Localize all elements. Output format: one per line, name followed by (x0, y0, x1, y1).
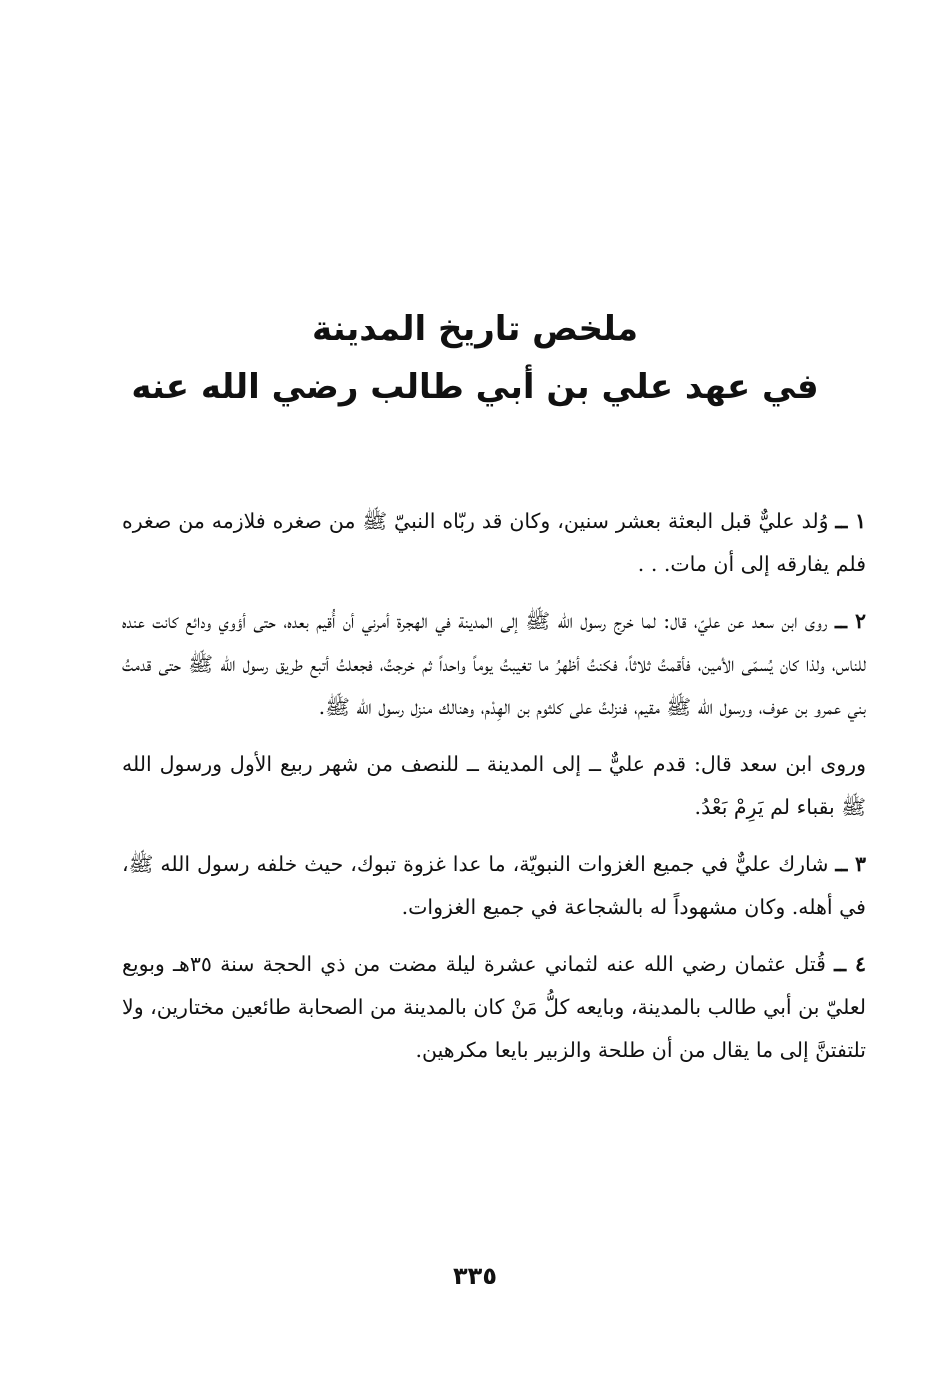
chapter-title (0, 300, 950, 416)
paragraph-text: شارك عليٌّ في جميع الغزوات النبويّة، ما عدا غزوة تبوك، حيث خلفه رسول الله ﷺ، في أهله. وكان مشهوداً له بالشجاعة في جميع الغزوات. (122, 852, 866, 919)
paragraph-text: وُلد عليٌّ قبل البعثة بعشر سنين، وكان قد ربّاه النبيّ ﷺ من صغره فلازمه من صغره فلم يفارقه إلى أن مات. . . (122, 509, 866, 576)
paragraph-2b (122, 743, 866, 829)
paragraph-text: قُتل عثمان رضي الله عنه لثماني عشرة ليلة مضت من ذي الحجة سنة ٣٥هـ وبويع لعليّ بن أبي طالب بالمدينة، وبايعه كلُّ مَنْ كان بالمدينة من الصحابة طائعين مختارين، ولا تلتفتنَّ إلى ما يقال من أن طلحة والزبير بايعا مكرهين. (122, 952, 866, 1062)
page-number: ٣٣٥ (453, 1262, 497, 1290)
paragraph-4 (122, 943, 866, 1072)
title-line-1: ملخص تاريخ المدينة (312, 309, 638, 349)
body-text (122, 500, 866, 1086)
paragraph-number: ٤ ــ (834, 952, 866, 976)
title-line-2: في عهد علي بن أبي طالب رضي الله عنه (131, 367, 819, 407)
paragraph-1 (122, 500, 866, 586)
paragraph-number: ٢ ــ (834, 609, 866, 633)
paragraph-number: ٣ ــ (835, 852, 866, 876)
paragraph-2 (122, 600, 866, 729)
paragraph-number: ١ ــ (835, 509, 866, 533)
paragraph-3 (122, 843, 866, 929)
paragraph-text: روى ابن سعد عن عليّ، قال: لما خرج رسول الله ﷺ إلى المدينة في الهجرة أمرني أن أُقيم بعده، حتى أؤوي ودائع كانت عنده للناس، ولذا كان يُسمّى الأمين، فأقمتُ ثلاثاً، فكنتُ أظهرُ ما تغيبتُ يوماً واحداً ثم خرجتُ، فجعلتُ أتبع طريق رسول الله ﷺ حتى قدمتُ بني عمرو بن عوف، ورسول الله ﷺ مقيم، فنزلتُ على كلثوم بن الهِدْم، وهنالك منزل رسول الله ﷺ. (122, 609, 866, 719)
paragraph-text: وروى ابن سعد قال: قدم عليٌّ ــ إلى المدينة ــ للنصف من شهر ربيع الأول ورسول الله ﷺ بقباء لم يَرِمْ بَعْدُ. (122, 752, 866, 819)
